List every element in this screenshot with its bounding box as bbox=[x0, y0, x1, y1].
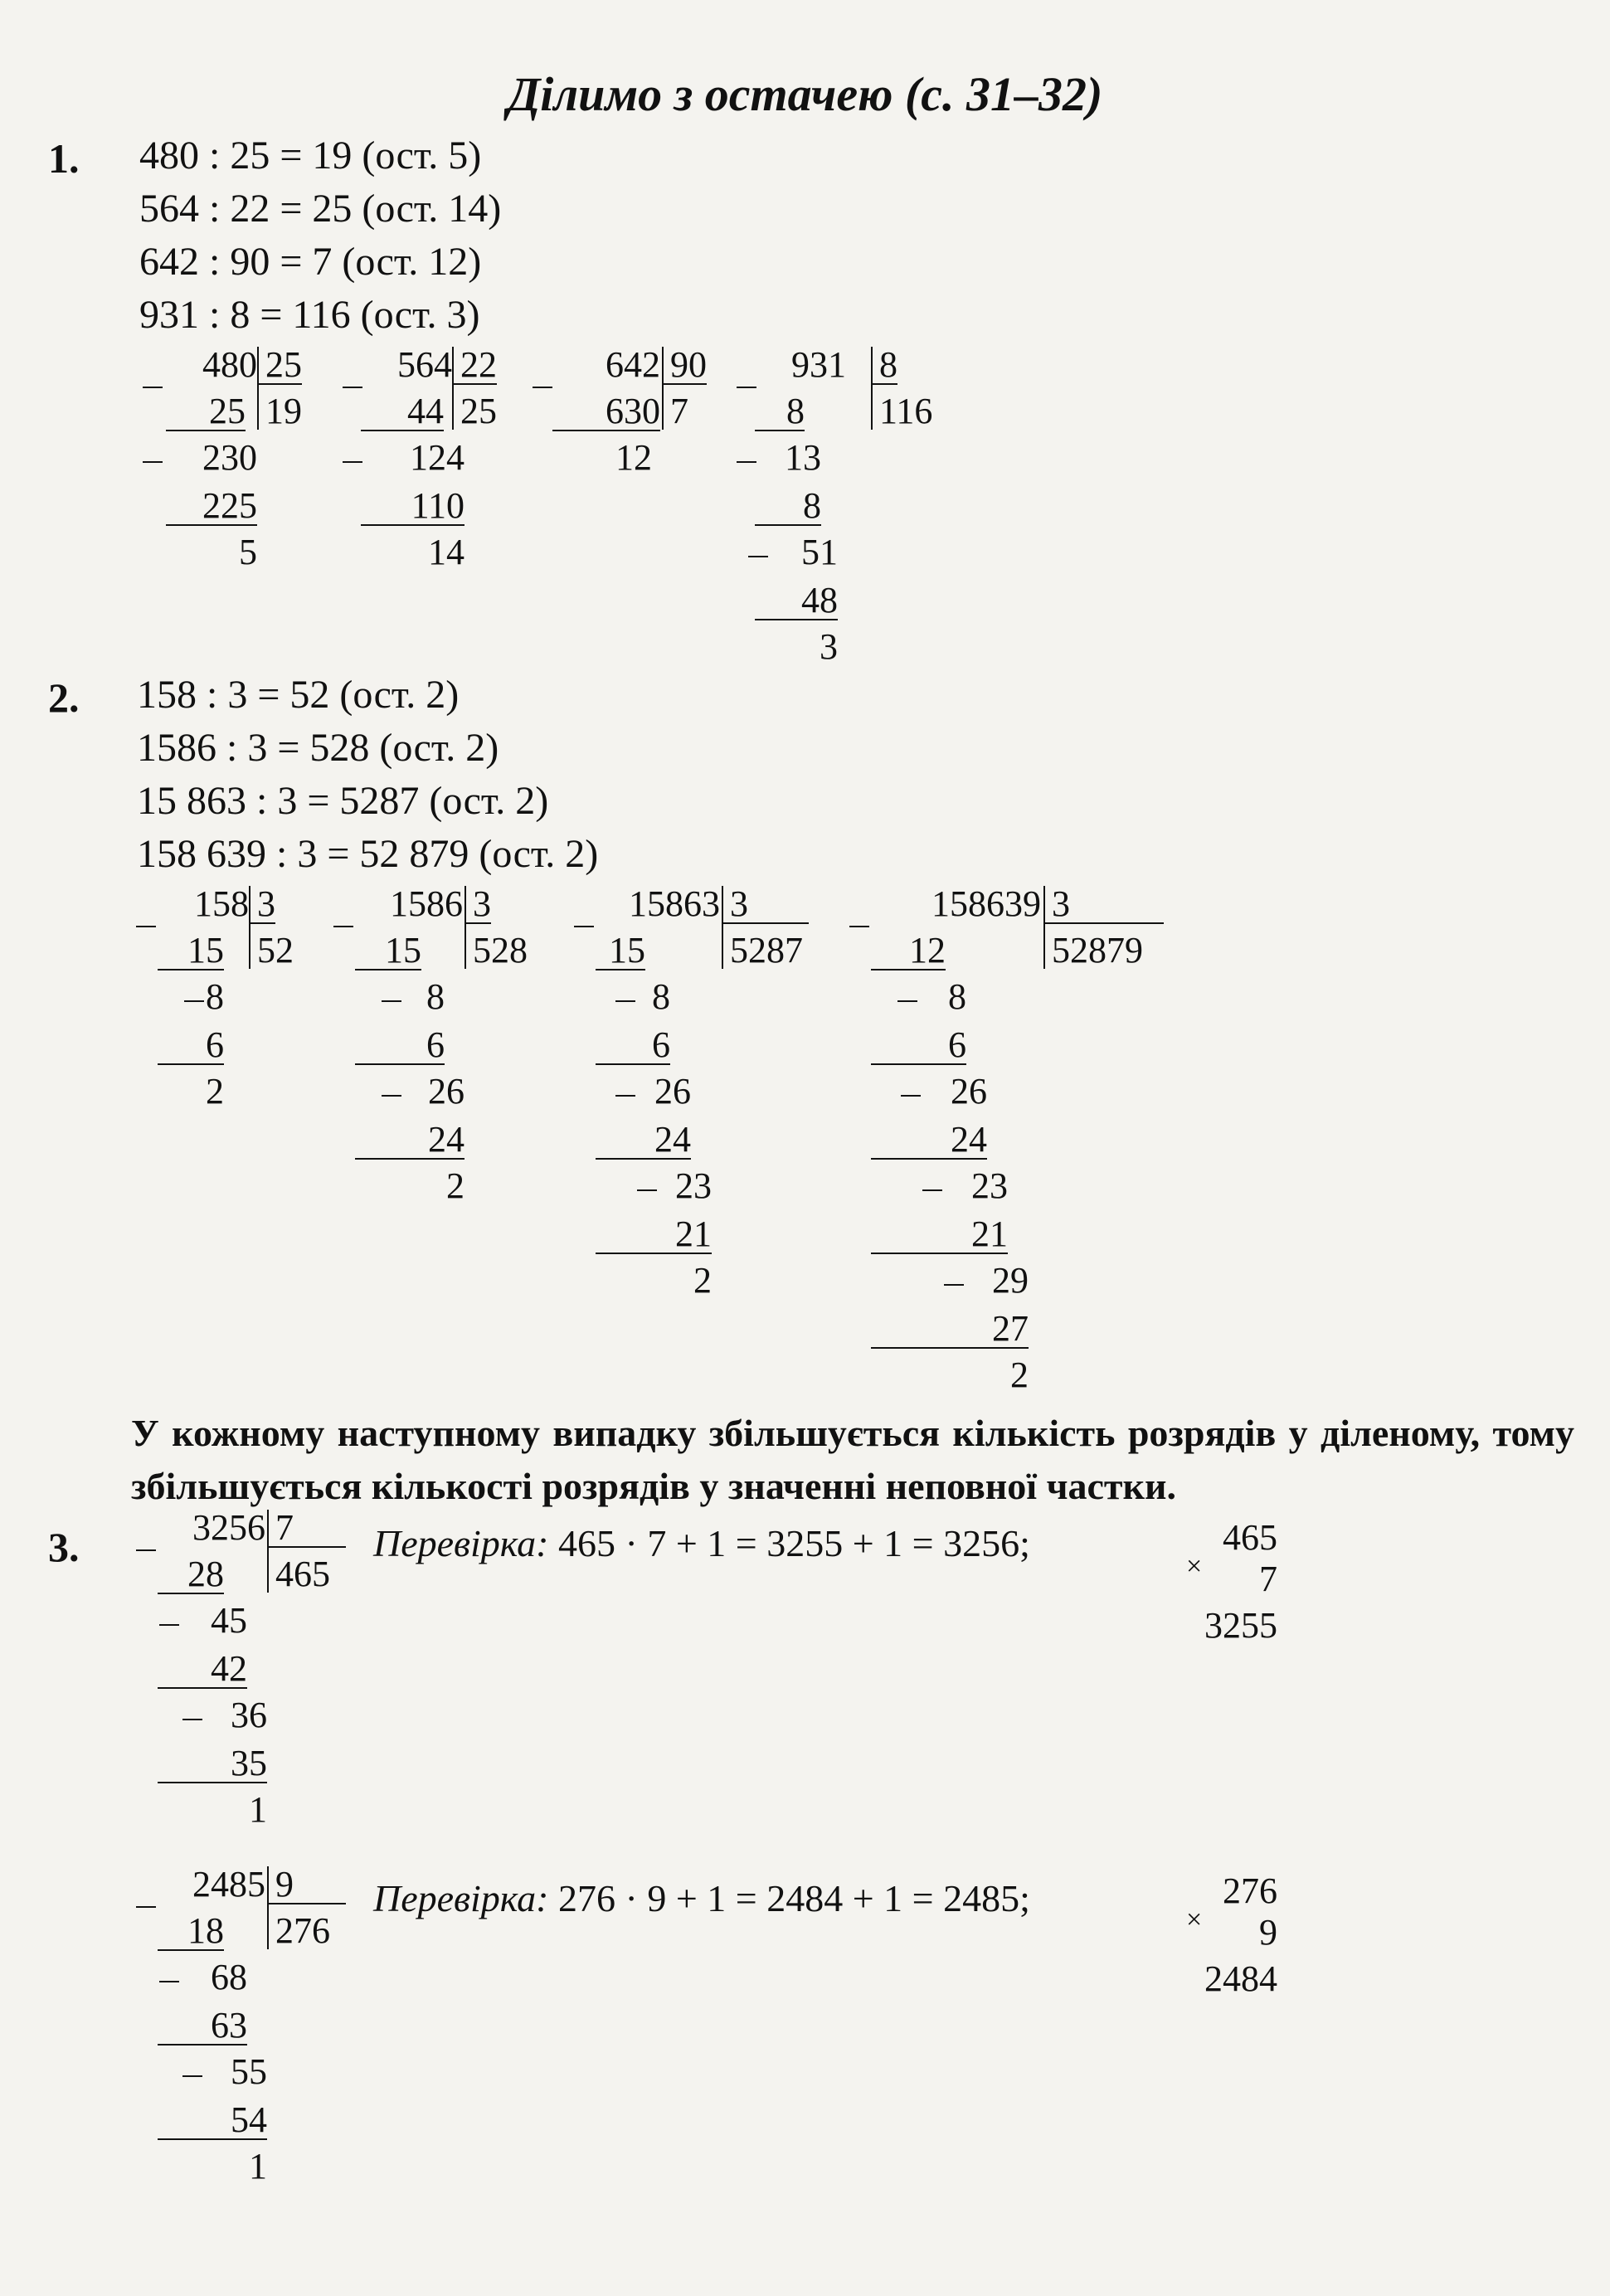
step: 6 bbox=[871, 1027, 966, 1065]
ex2-line: 158 639 : 3 = 52 879 (ост. 2) bbox=[137, 832, 599, 876]
step: 6 bbox=[596, 1027, 670, 1065]
dividend: 564 bbox=[397, 344, 452, 385]
step: 8 bbox=[755, 393, 805, 431]
dividend: 158639 bbox=[931, 883, 1041, 924]
dividend: 3256 bbox=[192, 1507, 265, 1548]
ex2-line: 1586 : 3 = 528 (ост. 2) bbox=[137, 726, 499, 770]
dividend: 2485 bbox=[192, 1864, 265, 1904]
step: 18 bbox=[158, 1913, 224, 1951]
step: 24 bbox=[596, 1121, 691, 1160]
product: 2484 bbox=[1204, 1958, 1277, 1999]
step: 2 bbox=[1010, 1355, 1029, 1395]
divisor: 3 bbox=[1045, 886, 1164, 924]
step: 25 bbox=[166, 393, 246, 431]
dividend: 931 bbox=[791, 344, 846, 385]
divisor: 3 bbox=[723, 886, 809, 924]
step: 51 bbox=[801, 532, 838, 572]
step: 21 bbox=[871, 1216, 1008, 1254]
step: 8 bbox=[206, 976, 224, 1017]
divisor: 3 bbox=[466, 886, 491, 924]
step: 24 bbox=[871, 1121, 987, 1160]
factor-a: 465 bbox=[1223, 1517, 1277, 1558]
step: 26 bbox=[428, 1071, 465, 1112]
step: 28 bbox=[158, 1556, 224, 1594]
ex1-line: 642 : 90 = 7 (ост. 12) bbox=[139, 240, 482, 284]
step: 3 bbox=[820, 626, 838, 667]
quotient: 52879 bbox=[1052, 930, 1143, 970]
ex1-line: 480 : 25 = 19 (ост. 5) bbox=[139, 134, 482, 178]
ex2-line: 15 863 : 3 = 5287 (ост. 2) bbox=[137, 779, 549, 823]
multiply-sign: × bbox=[1186, 1904, 1203, 1935]
exercise-2-number: 2. bbox=[48, 674, 80, 721]
step: 2 bbox=[206, 1071, 224, 1112]
quotient: 528 bbox=[473, 930, 528, 970]
step: 14 bbox=[428, 532, 465, 572]
product: 3255 bbox=[1204, 1605, 1277, 1646]
ex1-line: 931 : 8 = 116 (ост. 3) bbox=[139, 293, 480, 337]
quotient: 7 bbox=[670, 391, 688, 431]
divisor: 8 bbox=[873, 347, 897, 385]
check-expression: 276 · 9 + 1 = 2484 + 1 = 2485; bbox=[548, 1877, 1030, 1919]
check-expression: 465 · 7 + 1 = 3255 + 1 = 3256; bbox=[548, 1522, 1030, 1564]
step: 6 bbox=[158, 1027, 224, 1065]
step: 24 bbox=[355, 1121, 465, 1160]
dividend: 642 bbox=[606, 344, 660, 385]
dividend: 1586 bbox=[390, 883, 463, 924]
factor-b: 9 bbox=[1259, 1912, 1277, 1953]
step: 29 bbox=[992, 1260, 1029, 1301]
step: 12 bbox=[871, 932, 946, 970]
dividend: 15863 bbox=[629, 883, 720, 924]
ex2-line: 158 : 3 = 52 (ост. 2) bbox=[137, 673, 460, 717]
divisor: 7 bbox=[269, 1510, 346, 1548]
check-text bbox=[373, 1521, 1030, 1565]
divisor: 25 bbox=[259, 347, 302, 385]
step: 36 bbox=[231, 1695, 267, 1735]
quotient: 5287 bbox=[730, 930, 803, 970]
step: 8 bbox=[755, 488, 821, 526]
step: 5 bbox=[239, 532, 257, 572]
step: 48 bbox=[755, 582, 838, 620]
step: 55 bbox=[231, 2051, 267, 2092]
step: 26 bbox=[951, 1071, 987, 1112]
quotient: 465 bbox=[275, 1554, 330, 1594]
multiply-sign: × bbox=[1186, 1551, 1203, 1582]
step: 26 bbox=[654, 1071, 691, 1112]
step: 63 bbox=[158, 2007, 247, 2045]
step: 2 bbox=[693, 1260, 712, 1301]
step: 124 bbox=[410, 437, 465, 478]
quotient: 52 bbox=[257, 930, 294, 970]
divisor: 22 bbox=[454, 347, 497, 385]
step: 23 bbox=[675, 1165, 712, 1206]
step: 15 bbox=[355, 932, 421, 970]
step: 15 bbox=[596, 932, 645, 970]
step: 23 bbox=[971, 1165, 1008, 1206]
step: 27 bbox=[871, 1311, 1029, 1349]
divisor: 9 bbox=[269, 1866, 346, 1904]
step: 630 bbox=[552, 393, 660, 431]
check-label: Перевірка: bbox=[373, 1877, 549, 1919]
ex1-line: 564 : 22 = 25 (ост. 14) bbox=[139, 187, 502, 231]
step: 42 bbox=[158, 1651, 247, 1689]
step: 2 bbox=[446, 1165, 465, 1206]
step: 6 bbox=[355, 1027, 445, 1065]
step: 110 bbox=[361, 488, 465, 526]
step: 15 bbox=[158, 932, 224, 970]
step: 68 bbox=[211, 1957, 247, 1997]
step: 35 bbox=[158, 1745, 267, 1783]
step: 230 bbox=[202, 437, 257, 478]
step: 8 bbox=[948, 976, 966, 1017]
quotient: 276 bbox=[275, 1910, 330, 1951]
step: 45 bbox=[211, 1600, 247, 1641]
factor-b: 7 bbox=[1259, 1559, 1277, 1599]
step: 21 bbox=[596, 1216, 712, 1254]
exercise-1-number: 1. bbox=[48, 135, 80, 182]
step: 13 bbox=[785, 437, 821, 478]
step: 54 bbox=[158, 2102, 267, 2140]
check-text bbox=[373, 1876, 1030, 1920]
divisor: 3 bbox=[250, 886, 275, 924]
dividend: 158 bbox=[194, 883, 249, 924]
step: 12 bbox=[615, 437, 652, 478]
quotient: 116 bbox=[879, 391, 933, 431]
dividend: 480 bbox=[202, 344, 257, 385]
factor-a: 276 bbox=[1223, 1870, 1277, 1911]
step: 225 bbox=[166, 488, 257, 526]
step: 8 bbox=[426, 976, 445, 1017]
step: 44 bbox=[361, 393, 444, 431]
step: 8 bbox=[652, 976, 670, 1017]
step: 1 bbox=[249, 2146, 267, 2187]
quotient: 25 bbox=[460, 391, 497, 431]
quotient: 19 bbox=[265, 391, 302, 431]
exercise-3-number: 3. bbox=[48, 1524, 80, 1570]
divisor: 90 bbox=[664, 347, 707, 385]
ex2-conclusion: У кожному наступному випадку збільшується кількість розрядів у діленому, тому збільшується кількості розрядів у значенні неповної частки. bbox=[131, 1412, 1574, 1507]
step: 1 bbox=[249, 1789, 267, 1830]
page-title: Ділимо з остачею (с. 31–32) bbox=[507, 67, 1103, 121]
check-label: Перевірка: bbox=[373, 1522, 549, 1564]
